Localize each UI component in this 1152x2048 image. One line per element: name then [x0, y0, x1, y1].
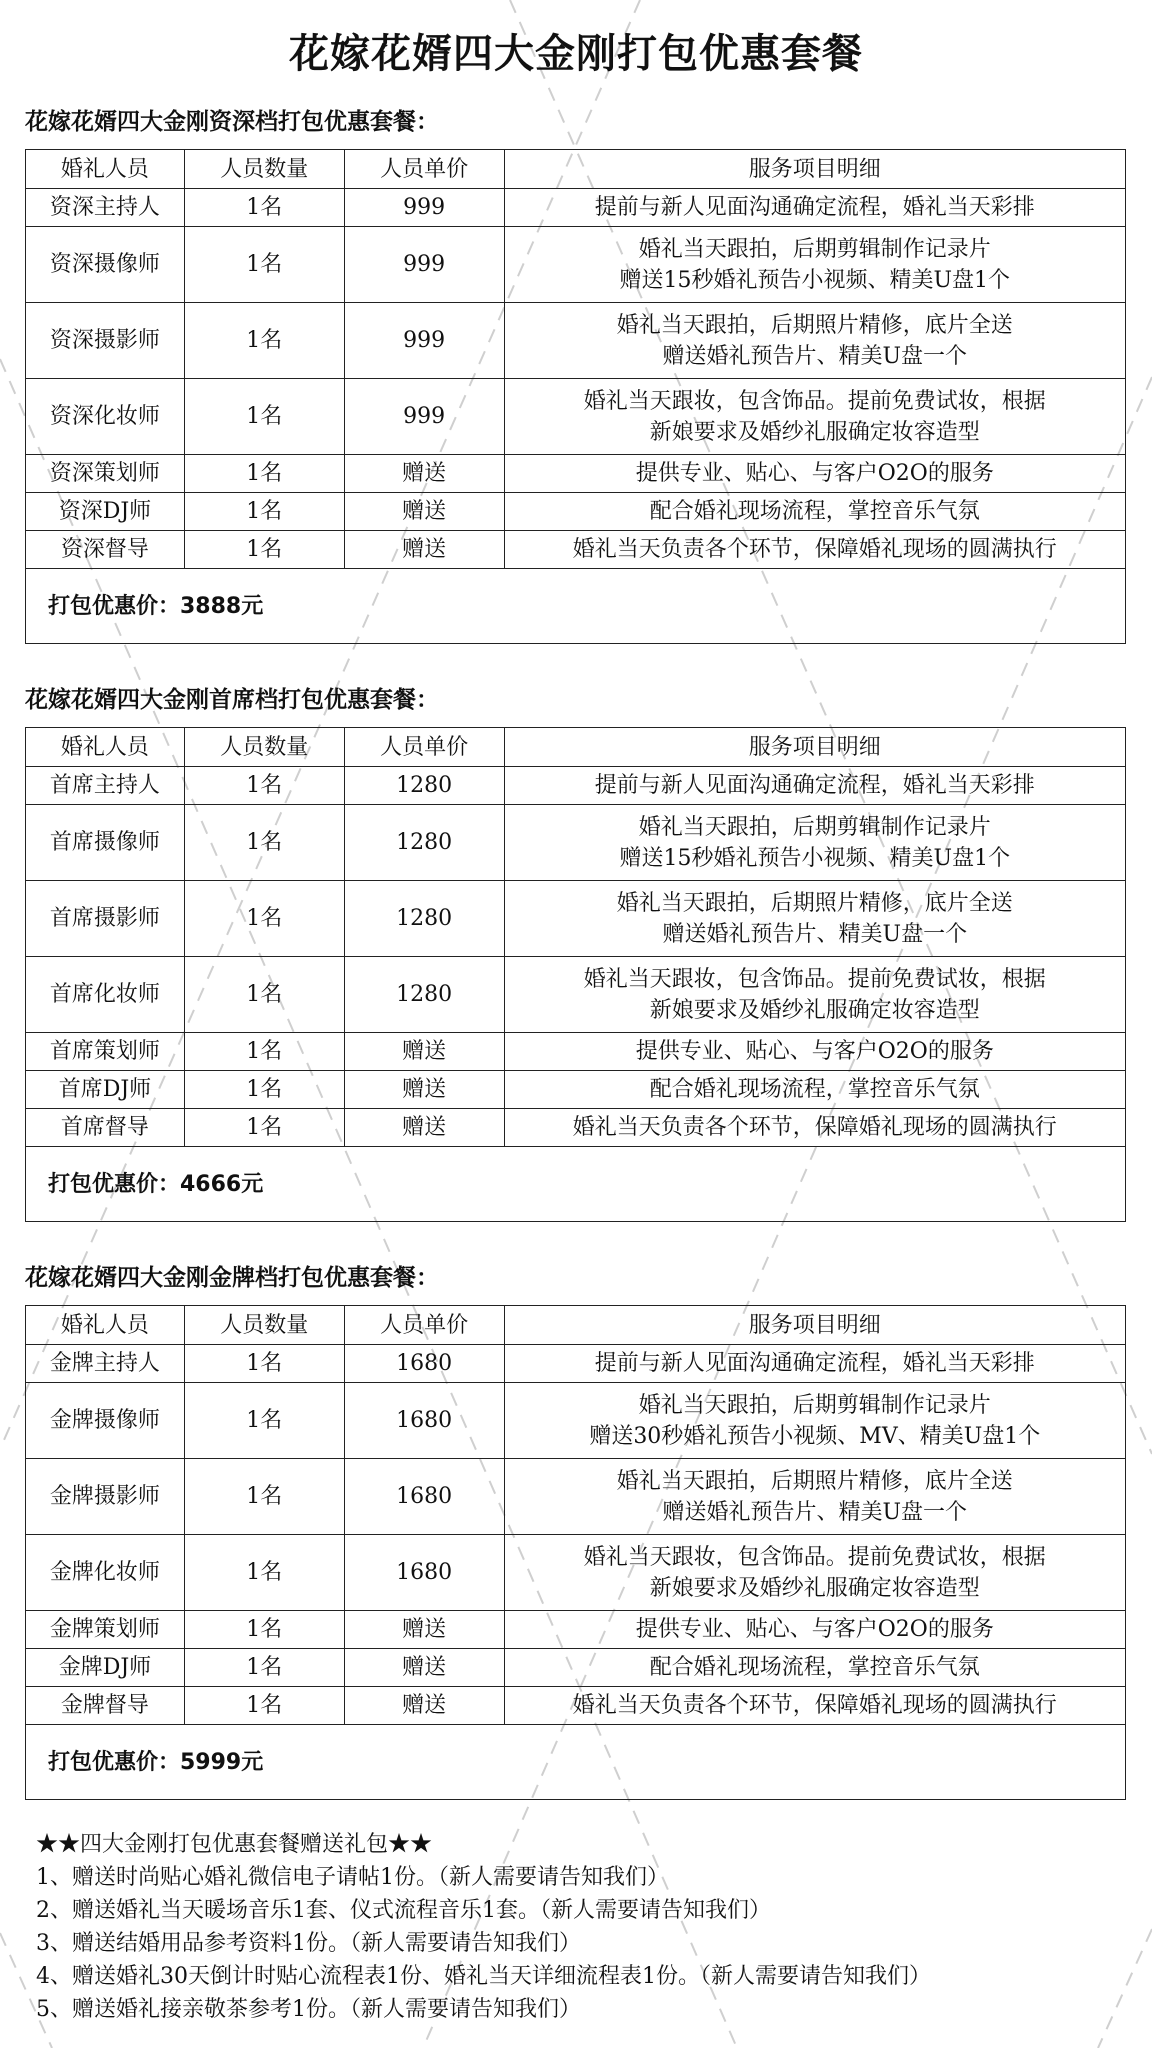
table-row: [26, 957, 1126, 1033]
quantity-cell: 1名: [184, 493, 344, 531]
table-row: [26, 1383, 1126, 1459]
unit-price-cell: 赠送: [344, 1611, 504, 1649]
package-price: 打包优惠价：4666元: [26, 1147, 1126, 1222]
role-cell: 首席主持人: [26, 767, 185, 805]
service-detail-cell: 婚礼当天跟拍，后期照片精修，底片全送 赠送婚礼预告片、精美U盘一个: [504, 1459, 1125, 1535]
role-cell: 金牌摄像师: [26, 1383, 185, 1459]
quantity-cell: 1名: [184, 531, 344, 569]
unit-price-cell: 1280: [344, 881, 504, 957]
service-detail-cell: 婚礼当天负责各个环节，保障婚礼现场的圆满执行: [504, 1109, 1125, 1147]
package-heading: 花嫁花婿四大金刚金牌档打包优惠套餐：: [25, 1265, 439, 1291]
package-price: 打包优惠价：5999元: [26, 1725, 1126, 1800]
unit-price-cell: 999: [344, 227, 504, 303]
unit-price-cell: 1680: [344, 1383, 504, 1459]
service-detail-cell: 婚礼当天跟妆，包含饰品。提前免费试妆，根据 新娘要求及婚纱礼服确定妆容造型: [504, 957, 1125, 1033]
quantity-cell: 1名: [184, 1383, 344, 1459]
role-cell: 首席化妆师: [26, 957, 185, 1033]
role-cell: 金牌摄影师: [26, 1459, 185, 1535]
quantity-cell: 1名: [184, 1535, 344, 1611]
gift-item: 3、赠送结婚用品参考资料1份。（新人需要请告知我们）: [36, 1931, 581, 1956]
role-cell: 金牌化妆师: [26, 1535, 185, 1611]
role-cell: 资深摄影师: [26, 303, 185, 379]
service-detail-cell: 配合婚礼现场流程，掌控音乐气氛: [504, 1649, 1125, 1687]
table-row: [26, 1611, 1126, 1649]
table-row: [26, 767, 1126, 805]
role-cell: 资深策划师: [26, 455, 185, 493]
quantity-cell: 1名: [184, 1033, 344, 1071]
table-row: [26, 493, 1126, 531]
role-cell: 资深督导: [26, 531, 185, 569]
service-detail-cell: 配合婚礼现场流程，掌控音乐气氛: [504, 493, 1125, 531]
unit-price-cell: 赠送: [344, 531, 504, 569]
table-row: [26, 1535, 1126, 1611]
role-cell: 资深摄像师: [26, 227, 185, 303]
package-table: [25, 149, 1126, 644]
role-cell: 金牌策划师: [26, 1611, 185, 1649]
table-row: [26, 303, 1126, 379]
role-cell: 金牌主持人: [26, 1345, 185, 1383]
service-detail-cell: 婚礼当天负责各个环节，保障婚礼现场的圆满执行: [504, 1687, 1125, 1725]
unit-price-cell: 赠送: [344, 1649, 504, 1687]
table-header-row: [26, 150, 1126, 189]
unit-price-cell: 999: [344, 189, 504, 227]
unit-price-cell: 999: [344, 379, 504, 455]
quantity-cell: 1名: [184, 189, 344, 227]
package-table: [25, 1305, 1126, 1800]
role-cell: 首席摄像师: [26, 805, 185, 881]
gift-item: 2、赠送婚礼当天暖场音乐1套、仪式流程音乐1套。（新人需要请告知我们）: [36, 1898, 771, 1923]
table-row: [26, 1071, 1126, 1109]
package-price-row: [26, 1725, 1126, 1800]
quantity-cell: 1名: [184, 1071, 344, 1109]
table-row: [26, 227, 1126, 303]
unit-price-cell: 1280: [344, 767, 504, 805]
service-detail-cell: 提供专业、贴心、与客户O2O的服务: [504, 1033, 1125, 1071]
table-row: [26, 1649, 1126, 1687]
quantity-cell: 1名: [184, 227, 344, 303]
service-detail-cell: 提供专业、贴心、与客户O2O的服务: [504, 1611, 1125, 1649]
column-header: 人员单价: [344, 728, 504, 767]
service-detail-cell: 婚礼当天负责各个环节，保障婚礼现场的圆满执行: [504, 531, 1125, 569]
role-cell: 资深主持人: [26, 189, 185, 227]
unit-price-cell: 赠送: [344, 1109, 504, 1147]
column-header: 服务项目明细: [504, 728, 1125, 767]
table-header-row: [26, 728, 1126, 767]
unit-price-cell: 赠送: [344, 1687, 504, 1725]
table-row: [26, 189, 1126, 227]
table-row: [26, 1459, 1126, 1535]
unit-price-cell: 1680: [344, 1459, 504, 1535]
column-header: 服务项目明细: [504, 1306, 1125, 1345]
quantity-cell: 1名: [184, 1611, 344, 1649]
role-cell: 首席摄影师: [26, 881, 185, 957]
quantity-cell: 1名: [184, 1649, 344, 1687]
package-price-row: [26, 569, 1126, 644]
table-row: [26, 379, 1126, 455]
unit-price-cell: 赠送: [344, 455, 504, 493]
service-detail-cell: 提前与新人见面沟通确定流程，婚礼当天彩排: [504, 1345, 1125, 1383]
column-header: 人员单价: [344, 150, 504, 189]
column-header: 人员数量: [184, 150, 344, 189]
unit-price-cell: 999: [344, 303, 504, 379]
gift-item: 4、赠送婚礼30天倒计时贴心流程表1份、婚礼当天详细流程表1份。（新人需要请告知我们）: [36, 1964, 931, 1989]
quantity-cell: 1名: [184, 1459, 344, 1535]
table-row: [26, 1033, 1126, 1071]
unit-price-cell: 1680: [344, 1535, 504, 1611]
service-detail-cell: 提前与新人见面沟通确定流程，婚礼当天彩排: [504, 189, 1125, 227]
page-title: 花嫁花婿四大金刚打包优惠套餐: [289, 31, 863, 77]
quantity-cell: 1名: [184, 1345, 344, 1383]
quantity-cell: 1名: [184, 881, 344, 957]
role-cell: 首席策划师: [26, 1033, 185, 1071]
service-detail-cell: 婚礼当天跟拍，后期剪辑制作记录片 赠送30秒婚礼预告小视频、MV、精美U盘1个: [504, 1383, 1125, 1459]
service-detail-cell: 婚礼当天跟拍，后期剪辑制作记录片 赠送15秒婚礼预告小视频、精美U盘1个: [504, 227, 1125, 303]
package-price-row: [26, 1147, 1126, 1222]
service-detail-cell: 婚礼当天跟妆，包含饰品。提前免费试妆，根据 新娘要求及婚纱礼服确定妆容造型: [504, 379, 1125, 455]
column-header: 婚礼人员: [26, 1306, 185, 1345]
quantity-cell: 1名: [184, 1687, 344, 1725]
service-detail-cell: 婚礼当天跟妆，包含饰品。提前免费试妆，根据 新娘要求及婚纱礼服确定妆容造型: [504, 1535, 1125, 1611]
quantity-cell: 1名: [184, 805, 344, 881]
unit-price-cell: 1680: [344, 1345, 504, 1383]
quantity-cell: 1名: [184, 1109, 344, 1147]
quantity-cell: 1名: [184, 379, 344, 455]
gift-item: 1、赠送时尚贴心婚礼微信电子请帖1份。（新人需要请告知我们）: [36, 1865, 669, 1890]
column-header: 人员数量: [184, 1306, 344, 1345]
package-price: 打包优惠价：3888元: [26, 569, 1126, 644]
column-header: 人员数量: [184, 728, 344, 767]
unit-price-cell: 1280: [344, 957, 504, 1033]
quantity-cell: 1名: [184, 455, 344, 493]
role-cell: 资深DJ师: [26, 493, 185, 531]
unit-price-cell: 赠送: [344, 1033, 504, 1071]
watermark-line: [1098, 1929, 1152, 2048]
column-header: 婚礼人员: [26, 150, 185, 189]
package-heading: 花嫁花婿四大金刚资深档打包优惠套餐：: [25, 109, 439, 135]
table-row: [26, 881, 1126, 957]
unit-price-cell: 赠送: [344, 1071, 504, 1109]
gift-heading: ★★四大金刚打包优惠套餐赠送礼包★★: [36, 1832, 433, 1857]
table-row: [26, 805, 1126, 881]
table-row: [26, 1109, 1126, 1147]
table-row: [26, 1345, 1126, 1383]
role-cell: 金牌DJ师: [26, 1649, 185, 1687]
role-cell: 首席督导: [26, 1109, 185, 1147]
role-cell: 首席DJ师: [26, 1071, 185, 1109]
quantity-cell: 1名: [184, 767, 344, 805]
column-header: 服务项目明细: [504, 150, 1125, 189]
service-detail-cell: 婚礼当天跟拍，后期剪辑制作记录片 赠送15秒婚礼预告小视频、精美U盘1个: [504, 805, 1125, 881]
unit-price-cell: 1280: [344, 805, 504, 881]
quantity-cell: 1名: [184, 303, 344, 379]
role-cell: 资深化妆师: [26, 379, 185, 455]
column-header: 婚礼人员: [26, 728, 185, 767]
package-heading: 花嫁花婿四大金刚首席档打包优惠套餐：: [25, 687, 439, 713]
unit-price-cell: 赠送: [344, 493, 504, 531]
table-row: [26, 455, 1126, 493]
table-header-row: [26, 1306, 1126, 1345]
table-row: [26, 531, 1126, 569]
service-detail-cell: 婚礼当天跟拍，后期照片精修，底片全送 赠送婚礼预告片、精美U盘一个: [504, 881, 1125, 957]
gift-item: 5、赠送婚礼接亲敬茶参考1份。（新人需要请告知我们）: [36, 1997, 581, 2022]
package-table: [25, 727, 1126, 1222]
quantity-cell: 1名: [184, 957, 344, 1033]
table-row: [26, 1687, 1126, 1725]
service-detail-cell: 提供专业、贴心、与客户O2O的服务: [504, 455, 1125, 493]
service-detail-cell: 婚礼当天跟拍，后期照片精修，底片全送 赠送婚礼预告片、精美U盘一个: [504, 303, 1125, 379]
service-detail-cell: 配合婚礼现场流程，掌控音乐气氛: [504, 1071, 1125, 1109]
column-header: 人员单价: [344, 1306, 504, 1345]
service-detail-cell: 提前与新人见面沟通确定流程，婚礼当天彩排: [504, 767, 1125, 805]
role-cell: 金牌督导: [26, 1687, 185, 1725]
gift-package-section: [36, 1828, 931, 2026]
